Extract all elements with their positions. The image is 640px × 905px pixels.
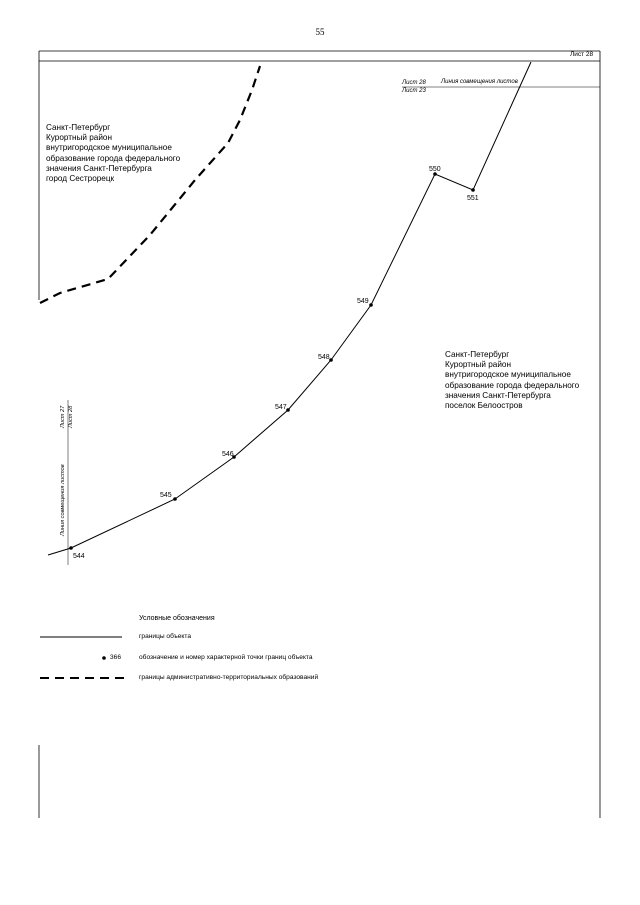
boundary-point-544 — [69, 546, 73, 550]
region-line: город Сестрорецк — [46, 174, 115, 184]
legend-item-object-boundary — [40, 632, 460, 644]
region-label-beloostrov — [445, 350, 579, 411]
point-label-548: 548 — [318, 354, 330, 361]
legend-item-label: обозначение и номер характерной точки границ объекта — [139, 654, 313, 661]
legend-item-label: границы объекта — [139, 633, 191, 640]
point-label-545: 545 — [160, 492, 172, 499]
sheet-joint-top-b: Лист 23 — [402, 88, 426, 94]
boundary-point-545 — [173, 497, 177, 501]
region-line: значения Санкт-Петербурга — [46, 163, 152, 173]
region-label-sestroretsk — [46, 123, 180, 184]
sheet-joint-top-a: Лист 28 — [402, 80, 426, 86]
point-label-547: 547 — [275, 404, 287, 411]
region-line: поселок Белоостров — [445, 401, 523, 411]
region-line: внутригородское муниципальное — [445, 370, 571, 380]
page-number: 55 — [315, 27, 325, 37]
sheet-label-current: Лист 28 — [570, 51, 594, 58]
region-line: значения Санкт-Петербурга — [445, 390, 551, 400]
sheet-joint-left-a: Лист 27 — [60, 405, 66, 428]
sheet-joint-left-b: Лист 28 — [68, 405, 74, 428]
sheet-joint-label-left: Линия совмещения листов — [60, 464, 66, 536]
point-labels — [73, 166, 479, 560]
region-line: Санкт-Петербург — [46, 123, 111, 132]
point-label-550: 550 — [429, 166, 441, 173]
region-line: Санкт-Петербург — [445, 350, 510, 359]
legend-item-boundary-point — [40, 653, 460, 665]
legend-title: Условные обозначения — [139, 615, 215, 622]
boundary-point-547 — [286, 408, 290, 412]
point-label-544: 544 — [73, 553, 85, 560]
point-label-551: 551 — [467, 195, 479, 202]
region-line: Курортный район — [46, 133, 113, 143]
region-line: внутригородское муниципальное — [46, 143, 172, 153]
admin-boundary-line — [40, 66, 260, 303]
boundary-points — [69, 172, 475, 550]
point-label-546: 546 — [222, 451, 234, 458]
legend-item-admin-boundary — [40, 673, 460, 685]
boundary-point-551 — [471, 188, 475, 192]
sheet-joint-label-top: Линия совмещения листов — [441, 79, 518, 85]
region-line: образование города федерального — [445, 380, 580, 390]
legend-item-label: границы административно-территориальных образований — [139, 674, 319, 681]
legend-point-number: 366 — [110, 654, 122, 661]
region-line: образование города федерального — [46, 153, 181, 163]
point-label-549: 549 — [357, 298, 369, 305]
boundary-point-549 — [369, 303, 373, 307]
region-line: Курортный район — [445, 360, 512, 370]
boundary-point-548 — [329, 358, 333, 362]
